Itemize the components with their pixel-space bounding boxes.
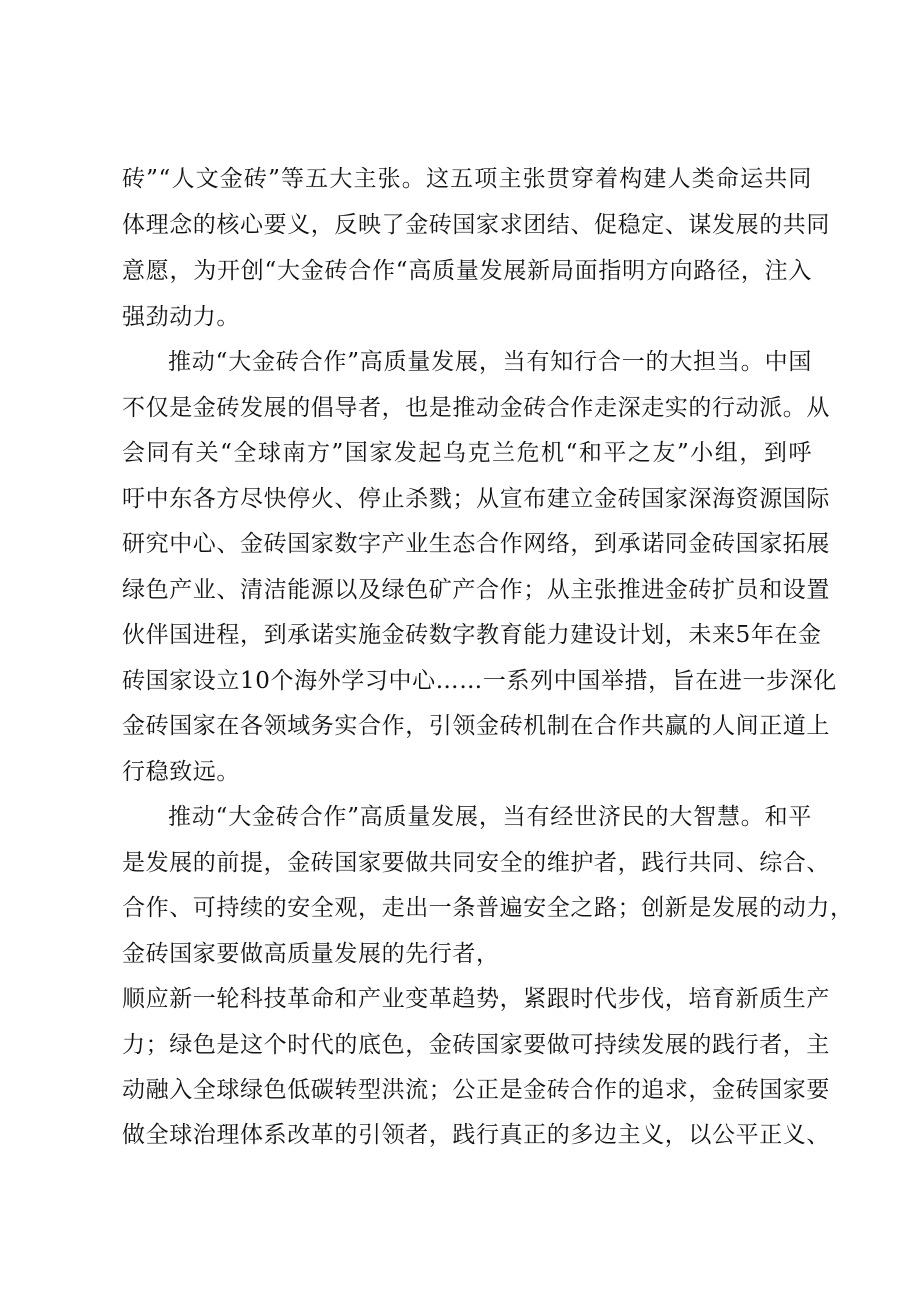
text-line: 绿色产业、清洁能源以及绿色矿产合作；从主张推进金砖扩员和设置 bbox=[122, 577, 830, 603]
text-line: 行稳致远。 bbox=[122, 759, 240, 785]
text-line: 合作、可持续的安全观，走出一条普遍安全之路；创新是发展的动力， bbox=[122, 895, 854, 921]
text-line: 动融入全球绿色低碳转型洪流；公正是金砖合作的追求，金砖国家要 bbox=[122, 1077, 830, 1103]
text-line: 不仅是金砖发展的倡导者，也是推动金砖合作走深走实的行动派。从 bbox=[122, 395, 830, 421]
text-line: 力；绿色是这个时代的底色，金砖国家要做可持续发展的践行者，主 bbox=[122, 1032, 830, 1058]
text-line: 伙伴国进程，到承诺实施金砖数字教育能力建设计划，未来5年在金 bbox=[122, 622, 822, 648]
text-line: 会同有关“全球南方”国家发起乌克兰危机“和平之友”小组，到呼 bbox=[122, 440, 812, 466]
text-line: 顺应新一轮科技革命和产业变革趋势，紧跟时代步伐，培育新质生产 bbox=[122, 986, 830, 1012]
text-line: 金砖国家要做高质量发展的先行者， bbox=[122, 941, 500, 967]
text-line: 吁中东各方尽快停火、停止杀戮；从宣布建立金砖国家深海资源国际 bbox=[122, 486, 830, 512]
text-line: 意愿，为开创“大金砖合作“高质量发展新局面指明方向路径，注入 bbox=[122, 258, 812, 284]
text-line: 体理念的核心要义，反映了金砖国家求团结、促稳定、谋发展的共同 bbox=[122, 212, 830, 238]
text-line: 研究中心、金砖国家数字产业生态合作网络，到承诺同金砖国家拓展 bbox=[122, 531, 830, 557]
text-line: 金砖国家在各领域务实合作，引领金砖机制在合作共赢的人间正道上 bbox=[122, 713, 830, 739]
paragraph-first-line: 推动“大金砖合作”高质量发展，当有知行合一的大担当。中国 bbox=[168, 349, 812, 375]
text-line: 强劲动力。 bbox=[122, 304, 240, 330]
text-line: 砖国家设立10个海外学习中心……一系列中国举措，旨在进一步深化 bbox=[122, 668, 837, 694]
text-line: 是发展的前提，金砖国家要做共同安全的维护者，践行共同、综合、 bbox=[122, 850, 830, 876]
text-line: 砖”“人文金砖”等五大主张。这五项主张贯穿着构建人类命运共同 bbox=[122, 166, 812, 192]
paragraph-first-line: 推动“大金砖合作”高质量发展，当有经世济民的大智慧。和平 bbox=[168, 804, 812, 830]
text-line: 做全球治理体系改革的引领者，践行真正的多边主义，以公平正义、 bbox=[122, 1122, 830, 1148]
